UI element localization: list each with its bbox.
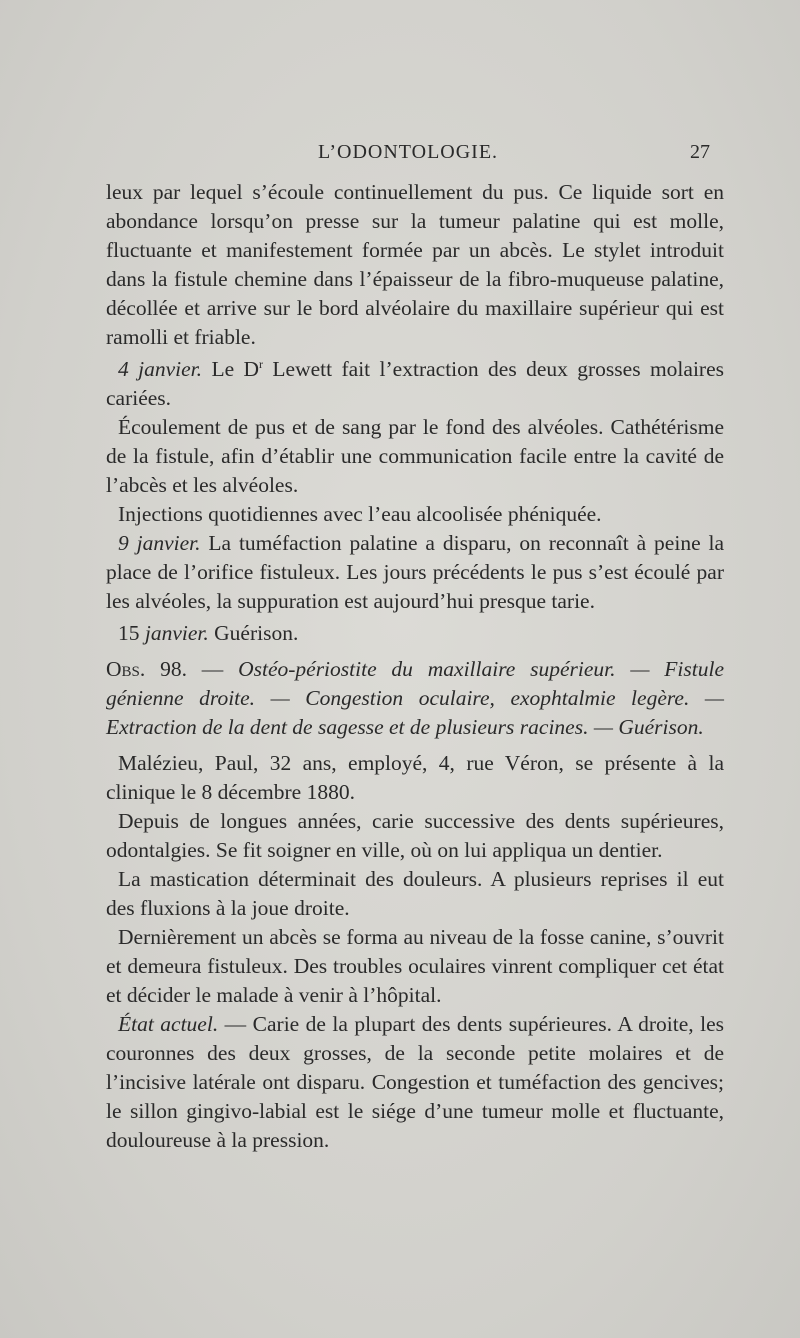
journal-title: L’ODONTOLOGIE. bbox=[317, 141, 499, 163]
paragraph-injections: Injections quotidiennes avec l’eau alcoolisée phéniquée. bbox=[118, 502, 602, 526]
paragraph-mastication: La mastication déterminait des douleurs. A plusieurs reprises il eut des fluxions à la joue droite. bbox=[106, 867, 724, 920]
date-9-janvier: 9 janvier. bbox=[118, 531, 201, 555]
page-body bbox=[106, 178, 724, 1155]
paragraph-history: Depuis de longues années, carie successive des dents supérieures, odontalgies. Se fit soigner en ville, où on lui appliqua un dentier. bbox=[106, 809, 724, 862]
observation-heading: Obs. 98. — Ostéo-périostite du maxillaire supérieur. — Fistule génienne droite. — Congestion oculaire, exophtalmie legère. — Extraction de la dent de sagesse et de plusieurs racines. — Guérison. bbox=[106, 657, 724, 739]
paragraph-etat-actuel: État actuel. — Carie de la plupart des dents supérieures. A droite, les couronnes des deux grosses, de la seconde petite molaires et de l’incisive latérale ont disparu. Congestion et tuméfaction des gencives; le sillon gingivo-labial est le siége d’une tumeur molle et fluctuante, douloureuse à la pression. bbox=[106, 1012, 724, 1152]
paragraph-1: leux par lequel s’écoule continuellement du pus. Ce liquide sort en abondance lorsqu’on presse sur la tumeur palatine qui est molle, fluctuante et manifestement formée par un abcès. Le stylet introduit dans la fistule chemine dans l’épaisseur de la fibro-muqueuse palatine, décollée et arrive sur le bord alvéolaire du maxillaire supérieur qui est ramolli et friable. bbox=[106, 180, 724, 349]
paragraph-ecoulement: Écoulement de pus et de sang par le fond des alvéoles. Cathétérisme de la fistule, afin d’établir une communication facile entre la cavité de l’abcès et les alvéoles. bbox=[106, 415, 724, 497]
paragraph-abces: Dernièrement un abcès se forma au niveau de la fosse canine, s’ouvrit et demeura fistuleux. Des troubles oculaires vinrent compliquer cet état et décider le malade à venir à l’hôpital. bbox=[106, 925, 724, 1007]
observation-title: Ostéo-périostite du maxillaire supérieur. — Fistule génienne droite. — Congestion oculaire, exophtalmie legère. — Extraction de la dent de sagesse et de plusieurs racines. — Guérison. bbox=[106, 657, 724, 739]
page-number: 27 bbox=[690, 141, 710, 163]
date-4-janvier: 4 janvier. bbox=[118, 357, 203, 381]
paragraph-9-janvier: 9 janvier. La tuméfaction palatine a disparu, on reconnaît à peine la place de l’orifice fistuleux. Les jours précédents le pus s’est écoulé par les alvéoles, la suppuration est aujourd’hui presque tarie. bbox=[106, 531, 724, 613]
paragraph-4-janvier: 4 janvier. Le $D^r$ Lewett fait l’extraction des deux grosses molaires cariées. bbox=[106, 356, 724, 410]
date-15-janvier: janvier. bbox=[139, 621, 209, 645]
paragraph-patient: Malézieu, Paul, 32 ans, employé, 4, rue Véron, se présente à la clinique le 8 décembre 1880. bbox=[106, 751, 724, 804]
etat-actuel-label: État actuel. bbox=[118, 1012, 219, 1036]
running-header bbox=[106, 141, 710, 171]
paragraph-15-janvier: 15 janvier. Guérison. bbox=[118, 621, 299, 645]
